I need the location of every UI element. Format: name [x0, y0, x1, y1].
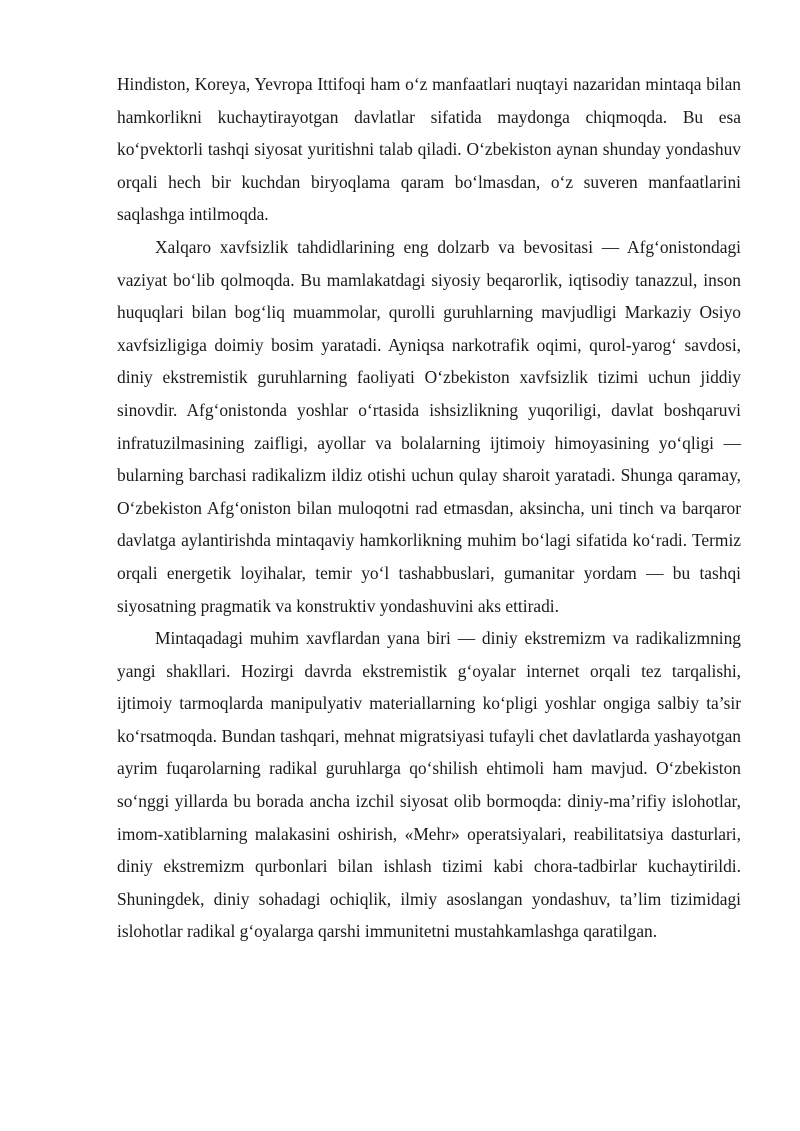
paragraph-extremism: Mintaqadagi muhim xavflardan yana biri — diniy ekstremizm va radikalizmning yangi shakllari. Hozirgi davrda ekstremistik g‘oyalar internet orqali tez tarqalishi, ijtimoiy tarmoqlarda manipulyativ materiallarning ko‘pligi yoshlar ongiga salbiy ta’sir ko‘rsatmoqda. Bundan tashqari, mehnat migratsiyasi tufayli chet davlatlarda yashayotgan ayrim fuqarolarning radikal guruhlarga qo‘shilish ehtimoli ham mavjud. O‘zbekiston so‘nggi yillarda bu borada ancha izchil siyosat olib bormoqda: diniy-ma’rifiy islohotlar, imom-xatiblarning malakasini oshirish, «Mehr» operatsiyalari, reabilitatsiya dasturlari, diniy ekstremizm qurbonlari bilan ishlash tizimi kabi chora-tadbirlar kuchaytirildi. Shuningdek, diniy sohadagi ochiqlik, ilmiy asoslangan yondashuv, ta’lim tizimidagi islohotlar radikal g‘oyalarga qarshi immunitetni mustahkamlashga qaratilgan. [117, 628, 741, 942]
document-page [117, 68, 741, 948]
paragraph-afghanistan: Xalqaro xavfsizlik tahdidlarining eng dolzarb va bevositasi — Afg‘onistondagi vaziyat bo‘lib qolmoqda. Bu mamlakatdagi siyosiy beqarorlik, iqtisodiy tanazzul, inson huquqlari bilan bog‘liq muammolar, qurolli guruhlarning mavjudligi Markaziy Osiyo xavfsizligiga doimiy bosim yaratadi. Ayniqsa narkotrafik oqimi, qurol-yarog‘ savdosi, diniy ekstremistik guruhlarning faoliyati O‘zbekiston xavfsizlik tizimi uchun jiddiy sinovdir. Afg‘onistonda yoshlar o‘rtasida ishsizlikning yuqoriligi, davlat boshqaruvi infratuzilmasining zaifligi, ayollar va bolalarning ijtimoiy himoyasining yo‘qligi — bularning barchasi radikalizm ildiz otishi uchun qulay sharoit yaratadi. Shunga qaramay, O‘zbekiston Afg‘oniston bilan muloqotni rad etmasdan, aksincha, uni tinch va barqaror davlatga aylantirishda mintaqaviy hamkorlikning muhim bo‘lagi sifatida ko‘radi. Termiz orqali energetik loyihalar, temir yo‘l tashabbuslari, gumanitar yordam — bu tashqi siyosatning pragmatik va konstruktiv yondashuvini aks ettiradi. [117, 236, 741, 616]
paragraph-continuation: Hindiston, Koreya, Yevropa Ittifoqi ham o‘z manfaatlari nuqtayi nazaridan mintaqa bilan hamkorlikni kuchaytirayotgan davlatlar sifatida maydonga chiqmoqda. Bu esa ko‘pvektorli tashqi siyosat yuritishni talab qiladi. O‘zbekiston aynan shunday yondashuv orqali hech bir kuchdan biryoqlama qaram bo‘lmasdan, o‘z suveren manfaatlarini saqlashga intilmoqda. [117, 74, 741, 225]
